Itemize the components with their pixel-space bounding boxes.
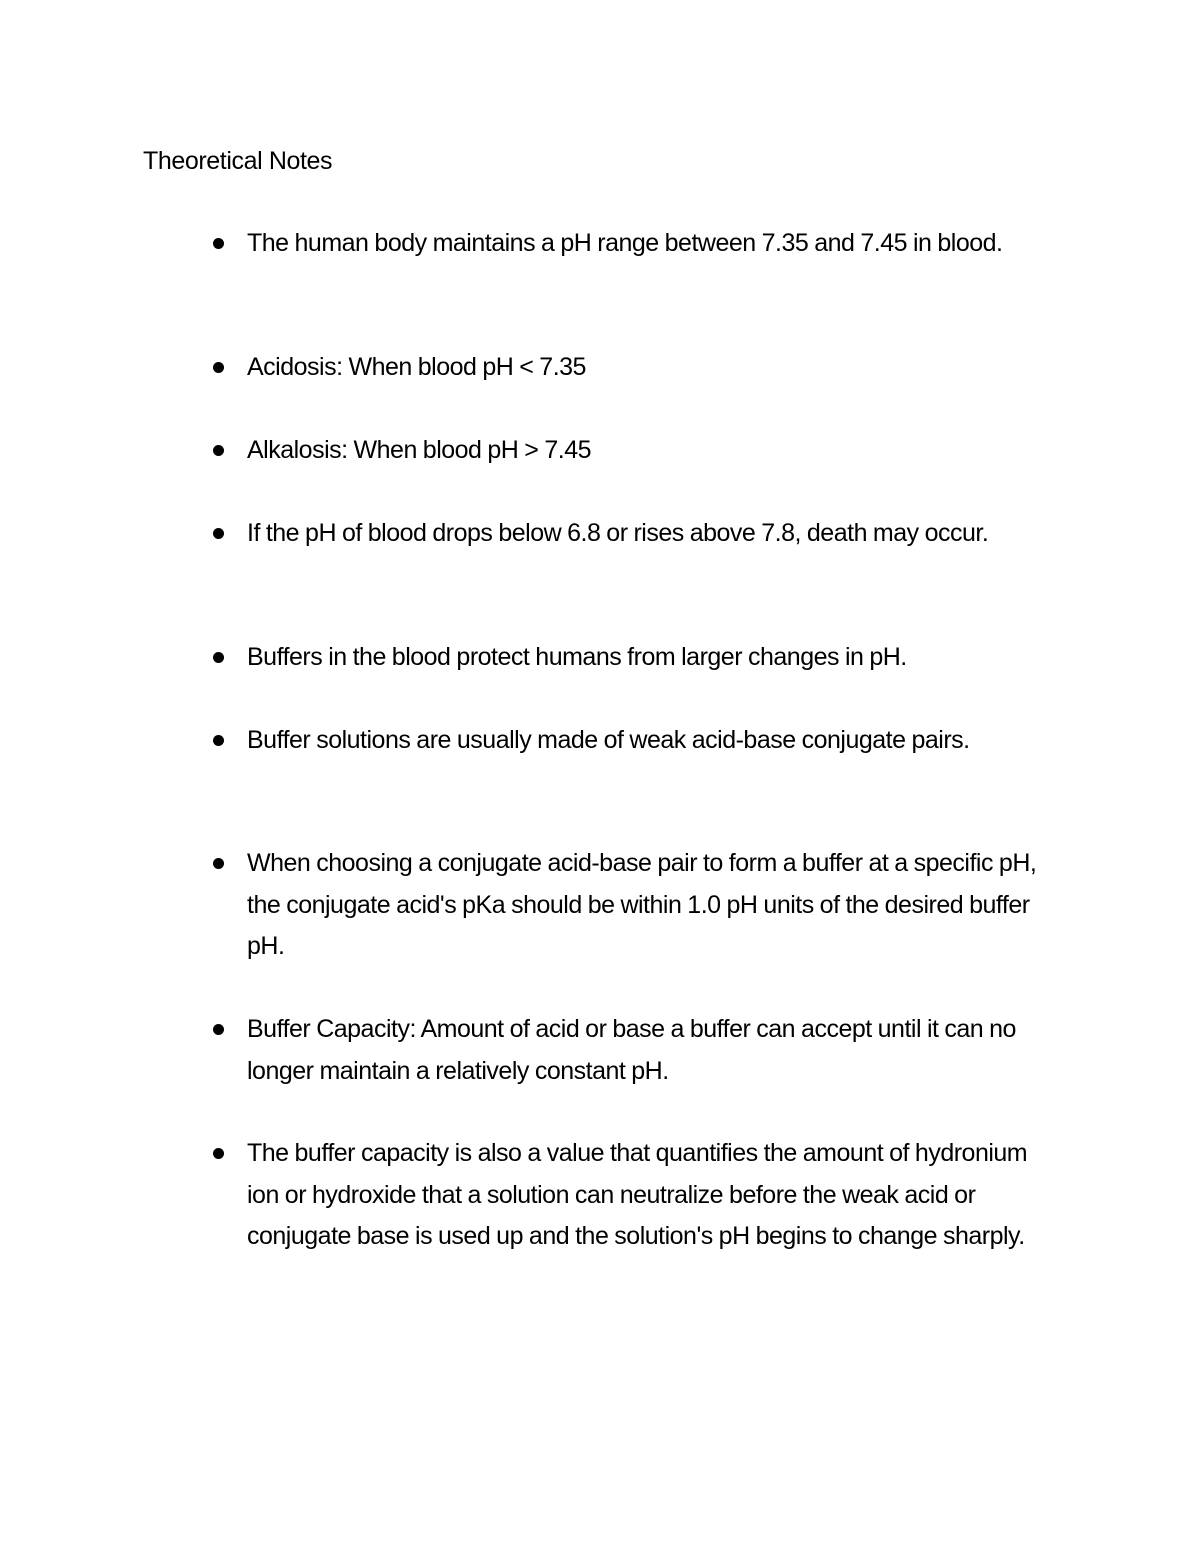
list-item-text: Buffer solutions are usually made of weak acid-base conjugate pairs. xyxy=(247,726,970,754)
list-item xyxy=(211,1009,1051,1092)
bullet-icon xyxy=(213,858,224,869)
bullet-icon xyxy=(213,528,224,539)
list-item xyxy=(211,347,1051,389)
list-item-text: Alkalosis: When blood pH > 7.45 xyxy=(247,436,592,464)
bullet-icon xyxy=(213,445,224,456)
list-item xyxy=(211,637,1051,679)
list-item-text: Buffers in the blood protect humans from larger changes in pH. xyxy=(247,643,907,671)
list-item-text: The human body maintains a pH range between 7.35 and 7.45 in blood. xyxy=(247,229,1003,257)
list-item xyxy=(211,843,1051,968)
list-item-text: Acidosis: When blood pH < 7.35 xyxy=(247,353,586,381)
list-item xyxy=(211,1133,1051,1258)
list-item-text: If the pH of blood drops below 6.8 or rises above 7.8, death may occur. xyxy=(247,519,989,547)
bullet-icon xyxy=(213,1024,224,1035)
bullet-icon xyxy=(213,238,224,249)
list-item xyxy=(211,223,1051,265)
bullet-icon xyxy=(213,652,224,663)
list-item-text: The buffer capacity is also a value that quantifies the amount of hydronium ion or hydroxide that a solution can neutralize before the weak acid or conjugate base is used up and the solution's pH begins to change sharply. xyxy=(247,1139,1028,1250)
list-item xyxy=(211,513,1051,555)
page-title: Theoretical Notes xyxy=(143,147,333,175)
bullet-icon xyxy=(213,735,224,746)
list-item xyxy=(211,720,1051,762)
bullet-icon xyxy=(213,362,224,373)
bullet-icon xyxy=(213,1148,224,1159)
list-item-text: When choosing a conjugate acid-base pair to form a buffer at a specific pH, the conjugate acid's pKa should be within 1.0 pH units of the desired buffer pH. xyxy=(247,849,1037,960)
list-item xyxy=(211,430,1051,472)
list-item-text: Buffer Capacity: Amount of acid or base a buffer can accept until it can no longer maintain a relatively constant pH. xyxy=(247,1015,1016,1085)
